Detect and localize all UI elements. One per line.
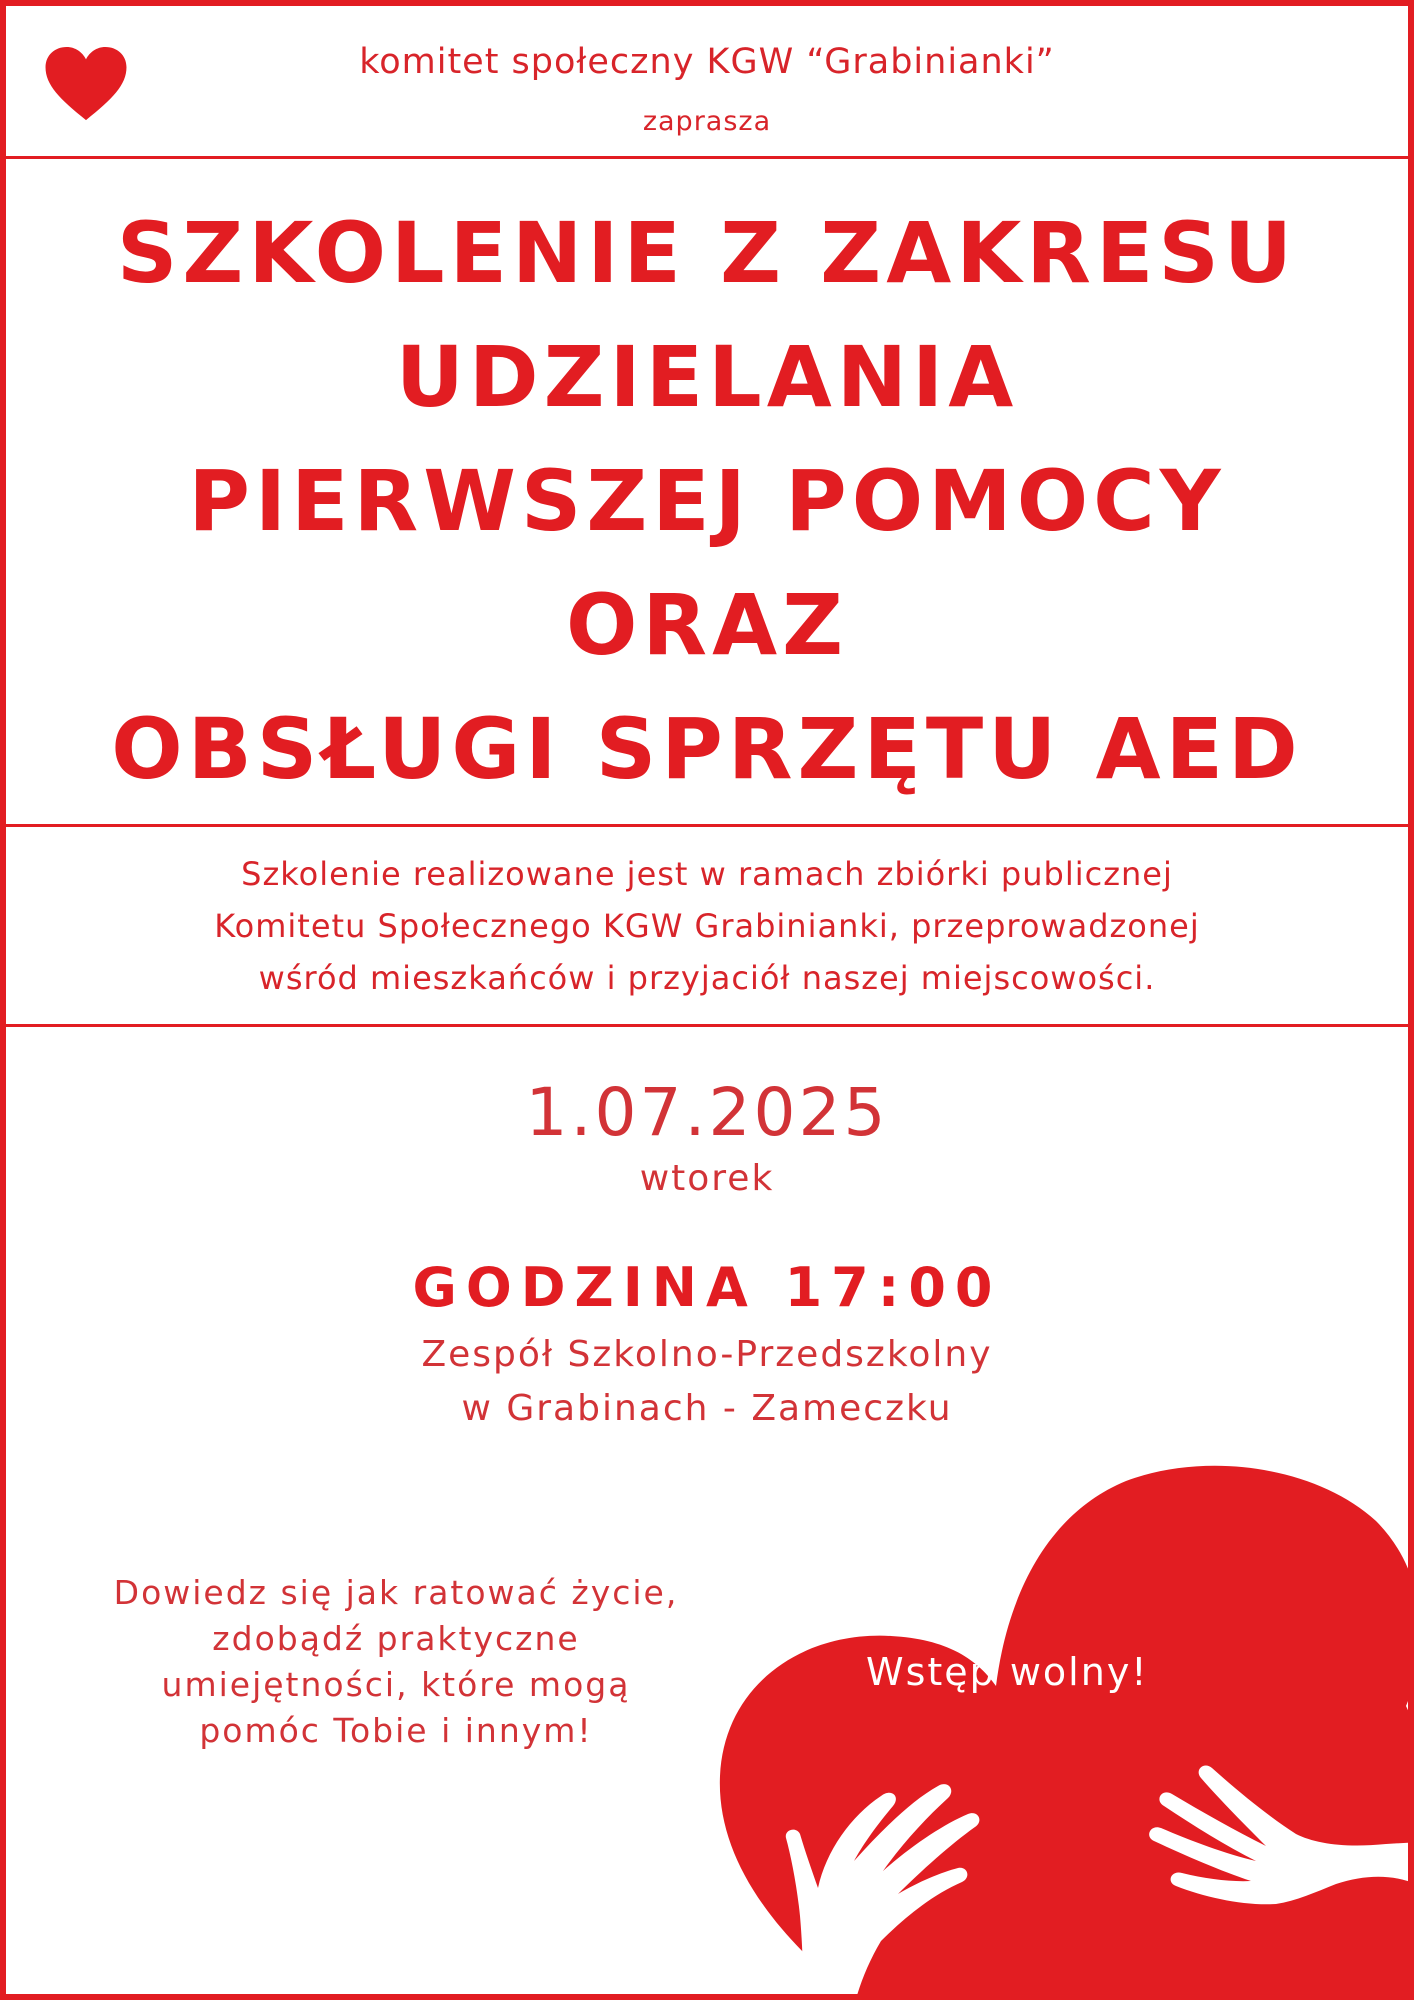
description-line: wśród mieszkańców i przyjaciół naszej miejscowości.: [258, 959, 1156, 997]
tagline-line: Dowiedz się jak ratować życie,: [113, 1573, 679, 1612]
title-line: ORAZ: [565, 576, 848, 674]
event-place: [6, 1328, 1408, 1436]
organizer-name: komitet społeczny KGW “Grabinianki”: [359, 42, 1055, 82]
description-line: Komitetu Społecznego KGW Grabinianki, przeprowadzonej: [214, 907, 1200, 945]
title-line: SZKOLENIE Z ZAKRESU: [116, 204, 1298, 302]
title-line: PIERWSZEJ POMOCY: [188, 452, 1226, 550]
event-weekday: wtorek: [639, 1158, 775, 1199]
heart-hands-illustration: [706, 1446, 1414, 2000]
tagline-line: umiejętności, które mogą: [161, 1665, 631, 1704]
tagline: [106, 1570, 686, 1754]
divider-top: [6, 156, 1408, 159]
invites-text: zaprasza: [642, 106, 772, 137]
divider-title: [6, 824, 1408, 827]
free-entry-label: Wstęp wolny!: [866, 1650, 1149, 1694]
divider-description: [6, 1024, 1408, 1027]
description-line: Szkolenie realizowane jest w ramach zbiórki publicznej: [241, 855, 1173, 893]
tagline-line: pomóc Tobie i innym!: [199, 1711, 593, 1750]
title-line: UDZIELANIA: [395, 328, 1019, 426]
tagline-line: zdobądź praktyczne: [212, 1619, 580, 1658]
description: [6, 848, 1408, 1004]
place-line: w Grabinach - Zameczku: [461, 1388, 953, 1429]
event-hour: GODZINA 17:00: [412, 1256, 1002, 1319]
title-line: OBSŁUGI SPRZĘTU AED: [111, 700, 1303, 798]
event-title: [6, 191, 1408, 811]
place-line: Zespół Szkolno-Przedszkolny: [421, 1334, 993, 1375]
event-date: 1.07.2025: [525, 1074, 889, 1151]
